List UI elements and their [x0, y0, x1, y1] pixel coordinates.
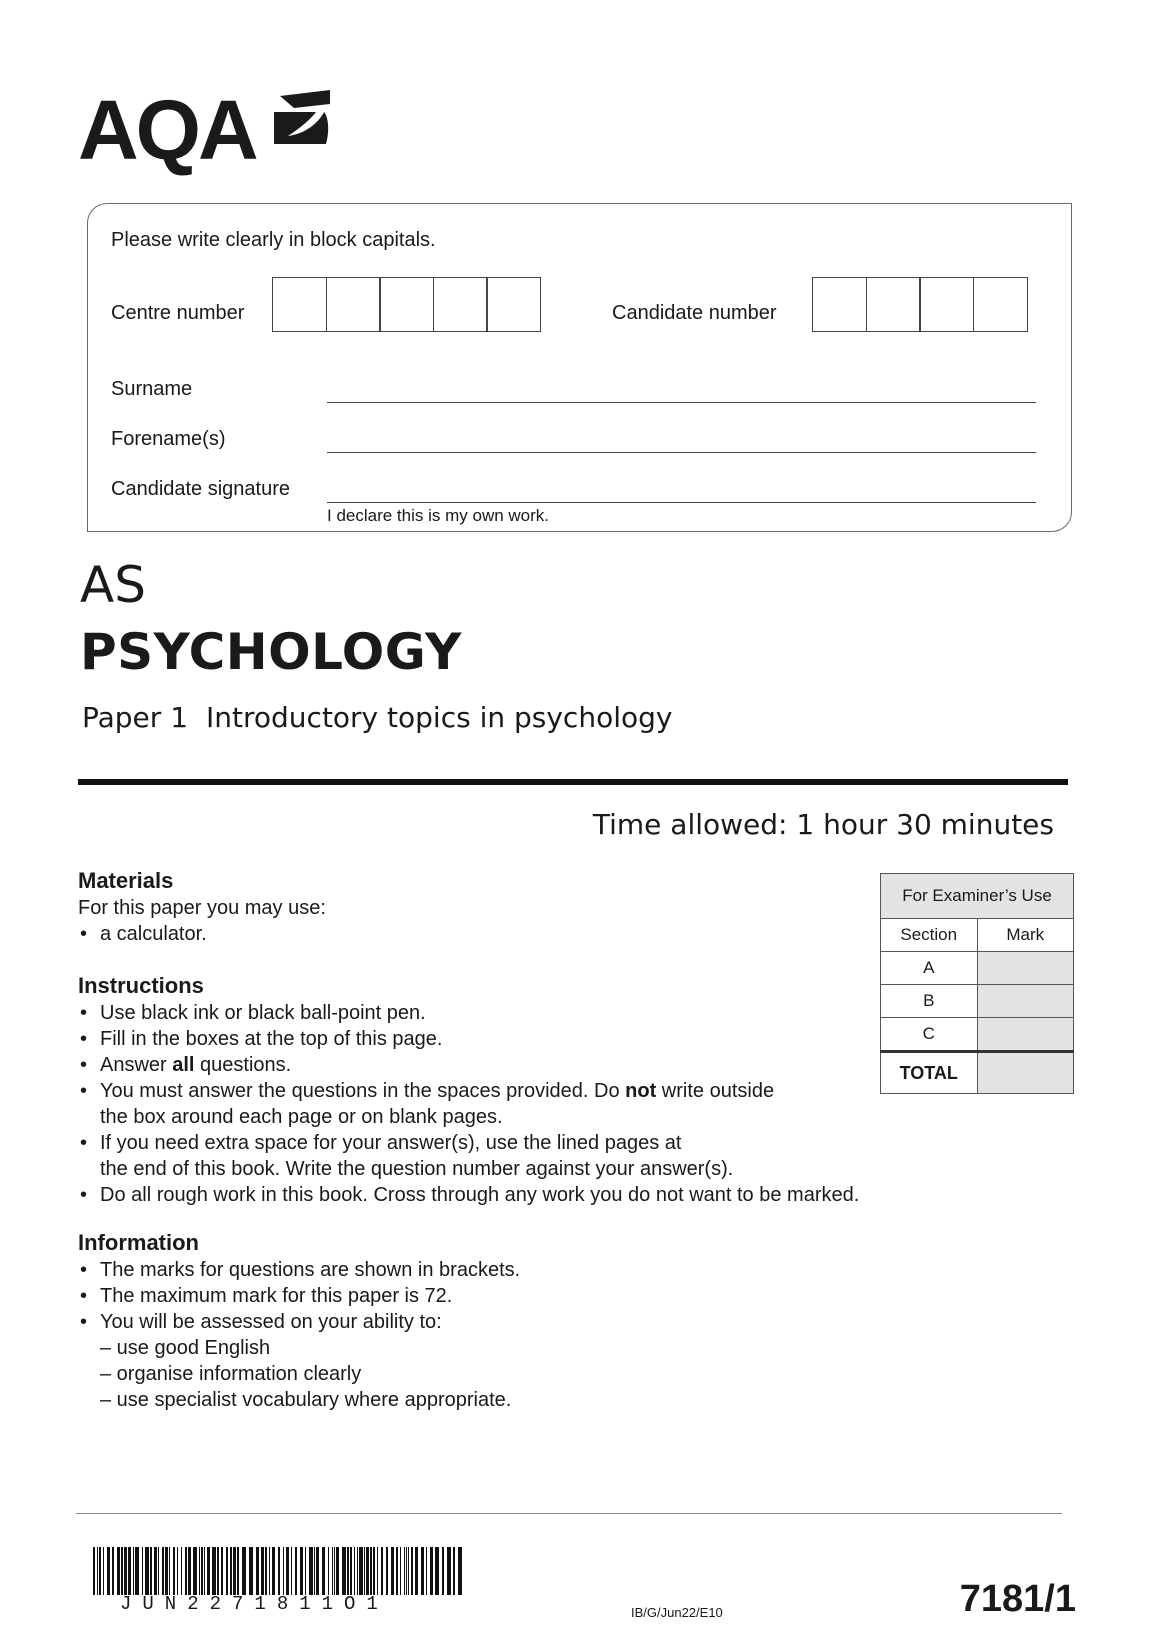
barcode-bar [322, 1547, 325, 1595]
surname-label: Surname [111, 378, 193, 400]
materials-item: • a calculator. [78, 921, 326, 947]
barcode-bar [117, 1547, 120, 1595]
barcode-bar [128, 1547, 131, 1595]
information-item: • The marks for questions are shown in brackets. [78, 1257, 520, 1283]
barcode-bar [107, 1547, 110, 1595]
information-section [78, 1229, 520, 1413]
total-mark-cell [977, 1052, 1074, 1094]
barcode-bar [278, 1547, 280, 1595]
centre-number-digit[interactable] [272, 277, 327, 332]
barcode-bar [173, 1547, 175, 1595]
barcode-bar [272, 1547, 275, 1595]
block-capitals-instruction: Please write clearly in block capitals. [111, 229, 436, 251]
barcode-bar [373, 1547, 375, 1595]
centre-number-digit[interactable] [326, 277, 381, 332]
paper-number: Paper 1 [82, 701, 189, 734]
barcode-bar [93, 1547, 95, 1595]
barcode-bar [217, 1547, 219, 1595]
instruction-text: Answer [100, 1054, 173, 1076]
barcode-bar [237, 1547, 239, 1595]
barcode-bar [314, 1547, 315, 1595]
barcode-bar [165, 1547, 168, 1595]
barcode-bar [377, 1547, 378, 1595]
barcode-bar [366, 1547, 369, 1595]
barcode-bar [221, 1547, 223, 1595]
surname-field[interactable] [327, 402, 1036, 403]
barcode-bar [199, 1547, 200, 1595]
paper-code: 7181/1 [959, 1578, 1076, 1620]
candidate-number-digit[interactable] [973, 277, 1028, 332]
barcode-bar [458, 1547, 462, 1595]
mark-cell [977, 1018, 1074, 1052]
instruction-text: questions. [194, 1054, 292, 1076]
barcode-bar [242, 1547, 246, 1595]
instruction-item: • Fill in the boxes at the top of this page. [78, 1026, 859, 1052]
barcode-bar [316, 1547, 319, 1595]
mark-column-header: Mark [977, 919, 1074, 952]
barcode-bar [249, 1547, 253, 1595]
time-value: 1 hour 30 minutes [796, 808, 1054, 841]
footer-divider [76, 1513, 1062, 1514]
time-allowed [593, 805, 1054, 845]
barcode-bar [336, 1547, 339, 1595]
barcode-bar [347, 1547, 349, 1595]
instructions-section [78, 972, 859, 1208]
candidate-number-digit[interactable] [866, 277, 921, 332]
barcode-bar [435, 1547, 439, 1595]
mark-cell [977, 952, 1074, 985]
barcode-bar [408, 1547, 409, 1595]
candidate-number-boxes[interactable] [812, 277, 1026, 332]
examiner-table-heading: For Examiner’s Use [881, 874, 1074, 919]
instruction-item: • Use black ink or black ball-point pen. [78, 1000, 859, 1026]
candidate-number-label: Candidate number [612, 302, 777, 324]
barcode-bar [135, 1547, 139, 1595]
barcode-bar [411, 1547, 413, 1595]
barcode-bar [154, 1547, 157, 1595]
aqa-logo [78, 80, 338, 180]
barcode-bar [188, 1547, 191, 1595]
barcode-bar [406, 1547, 407, 1595]
barcode-bar [193, 1547, 197, 1595]
barcode-bar [359, 1547, 363, 1595]
assessment-criterion: – use specialist vocabulary where appropriate. [100, 1389, 512, 1411]
barcode-bar [453, 1547, 455, 1595]
barcode-bar [286, 1547, 289, 1595]
signature-field[interactable] [327, 502, 1036, 503]
declaration-text: I declare this is my own work. [327, 506, 550, 525]
barcode-bar [415, 1547, 418, 1595]
barcode-bar [328, 1547, 329, 1595]
subject-title: PSYCHOLOGY [80, 623, 462, 681]
barcode-bar [124, 1547, 127, 1595]
barcode-bar [334, 1547, 335, 1595]
instruction-text: You must answer the questions in the spaces provided. Do [100, 1080, 626, 1102]
barcode-bar [133, 1547, 134, 1595]
barcode-bar [207, 1547, 210, 1595]
barcode-bar [354, 1547, 355, 1595]
barcode-bar [404, 1547, 405, 1595]
paper-topic: Introductory topics in psychology [206, 701, 673, 734]
barcode-bar [386, 1547, 388, 1595]
forenames-field[interactable] [327, 452, 1036, 453]
barcode-bar [99, 1547, 101, 1595]
instruction-emphasis: all [172, 1054, 195, 1076]
barcode-bar [103, 1547, 104, 1595]
information-heading: Information [78, 1230, 199, 1255]
materials-intro: For this paper you may use: [78, 897, 326, 919]
barcode-bar [342, 1547, 346, 1595]
section-cell: A [881, 952, 978, 985]
barcode-bar [426, 1547, 427, 1595]
aqa-leaf-icon [274, 90, 334, 148]
logo-text: AQA [78, 83, 256, 177]
barcode-bar [332, 1547, 333, 1595]
barcode-bar [204, 1547, 205, 1595]
barcode-bar [121, 1547, 123, 1595]
total-label: TOTAL [881, 1052, 978, 1094]
barcode-bar [261, 1547, 264, 1595]
instruction-text: write outside [656, 1080, 775, 1102]
assessment-criterion: – organise information clearly [100, 1363, 362, 1385]
barcode-bar [300, 1547, 303, 1595]
instruction-continuation: the end of this book. Write the question number against your answer(s). [100, 1158, 734, 1180]
barcode-bar [256, 1547, 259, 1595]
barcode-number: JUN2271811O1 [120, 1593, 389, 1615]
information-item [78, 1309, 520, 1413]
instructions-heading: Instructions [78, 973, 204, 998]
barcode-bar [97, 1547, 98, 1595]
barcode-bar [158, 1547, 159, 1595]
barcode-bar [142, 1547, 143, 1595]
barcode-bar [181, 1547, 182, 1595]
forenames-label: Forename(s) [111, 428, 226, 450]
barcode-bar [201, 1547, 203, 1595]
instruction-item [78, 1130, 859, 1182]
barcode-bar [169, 1547, 170, 1595]
candidate-number-digit[interactable] [812, 277, 867, 332]
instruction-emphasis: not [625, 1080, 657, 1102]
candidate-number-digit[interactable] [919, 277, 974, 332]
barcode-bar [162, 1547, 164, 1595]
barcode-bar [212, 1547, 216, 1595]
instruction-item [78, 1052, 859, 1078]
barcode-bar [364, 1547, 365, 1595]
section-cell: B [881, 985, 978, 1018]
title-divider [78, 779, 1068, 785]
instruction-item: • Do all rough work in this book. Cross through any work you do not want to be marked. [78, 1182, 859, 1208]
materials-section [78, 867, 326, 947]
barcode-bar [350, 1547, 352, 1595]
time-label: Time allowed: [592, 808, 788, 841]
qualification-level: AS [80, 556, 146, 614]
information-item: • The maximum mark for this paper is 72. [78, 1283, 520, 1309]
document-reference: IB/G/Jun22/E10 [631, 1605, 723, 1620]
centre-number-label: Centre number [111, 302, 245, 324]
paper-title [82, 698, 690, 738]
barcode-bar [396, 1547, 398, 1595]
barcode-bar [295, 1547, 297, 1595]
assessment-criterion: – use good English [100, 1337, 271, 1359]
barcode-bar [226, 1547, 228, 1595]
barcode-bar [177, 1547, 178, 1595]
information-text: You will be assessed on your ability to: [100, 1311, 442, 1333]
barcode-bar [370, 1547, 372, 1595]
barcode-bar [150, 1547, 152, 1595]
section-cell: C [881, 1018, 978, 1052]
barcode-bar [233, 1547, 236, 1595]
barcode-bar [400, 1547, 401, 1595]
examiner-use-table [880, 873, 1074, 1094]
barcode-bar [442, 1547, 444, 1595]
materials-heading: Materials [78, 868, 174, 893]
barcode-bar [269, 1547, 270, 1595]
barcode-bar [112, 1547, 114, 1595]
barcode-bar [309, 1547, 313, 1595]
instruction-text: If you need extra space for your answer(s), use the lined pages at [100, 1132, 682, 1154]
barcode-bar [421, 1547, 424, 1595]
barcode-bar [230, 1547, 232, 1595]
barcode-bar [283, 1547, 284, 1595]
barcode-bar [447, 1547, 451, 1595]
barcode-bar [391, 1547, 394, 1595]
centre-number-digit[interactable] [433, 277, 488, 332]
barcode-bar [305, 1547, 306, 1595]
centre-number-boxes[interactable] [272, 277, 540, 332]
mark-cell [977, 985, 1074, 1018]
barcode-bar [145, 1547, 149, 1595]
instruction-item [78, 1078, 859, 1130]
barcode-icon [93, 1547, 467, 1595]
barcode-bar [185, 1547, 187, 1595]
barcode-bar [265, 1547, 267, 1595]
centre-number-digit[interactable] [486, 277, 541, 332]
barcode-bar [291, 1547, 292, 1595]
barcode-bar [430, 1547, 433, 1595]
centre-number-digit[interactable] [379, 277, 434, 332]
instruction-continuation: the box around each page or on blank pages. [100, 1106, 503, 1128]
section-column-header: Section [881, 919, 978, 952]
signature-label: Candidate signature [111, 478, 291, 500]
barcode-bar [357, 1547, 358, 1595]
barcode-bar [381, 1547, 383, 1595]
